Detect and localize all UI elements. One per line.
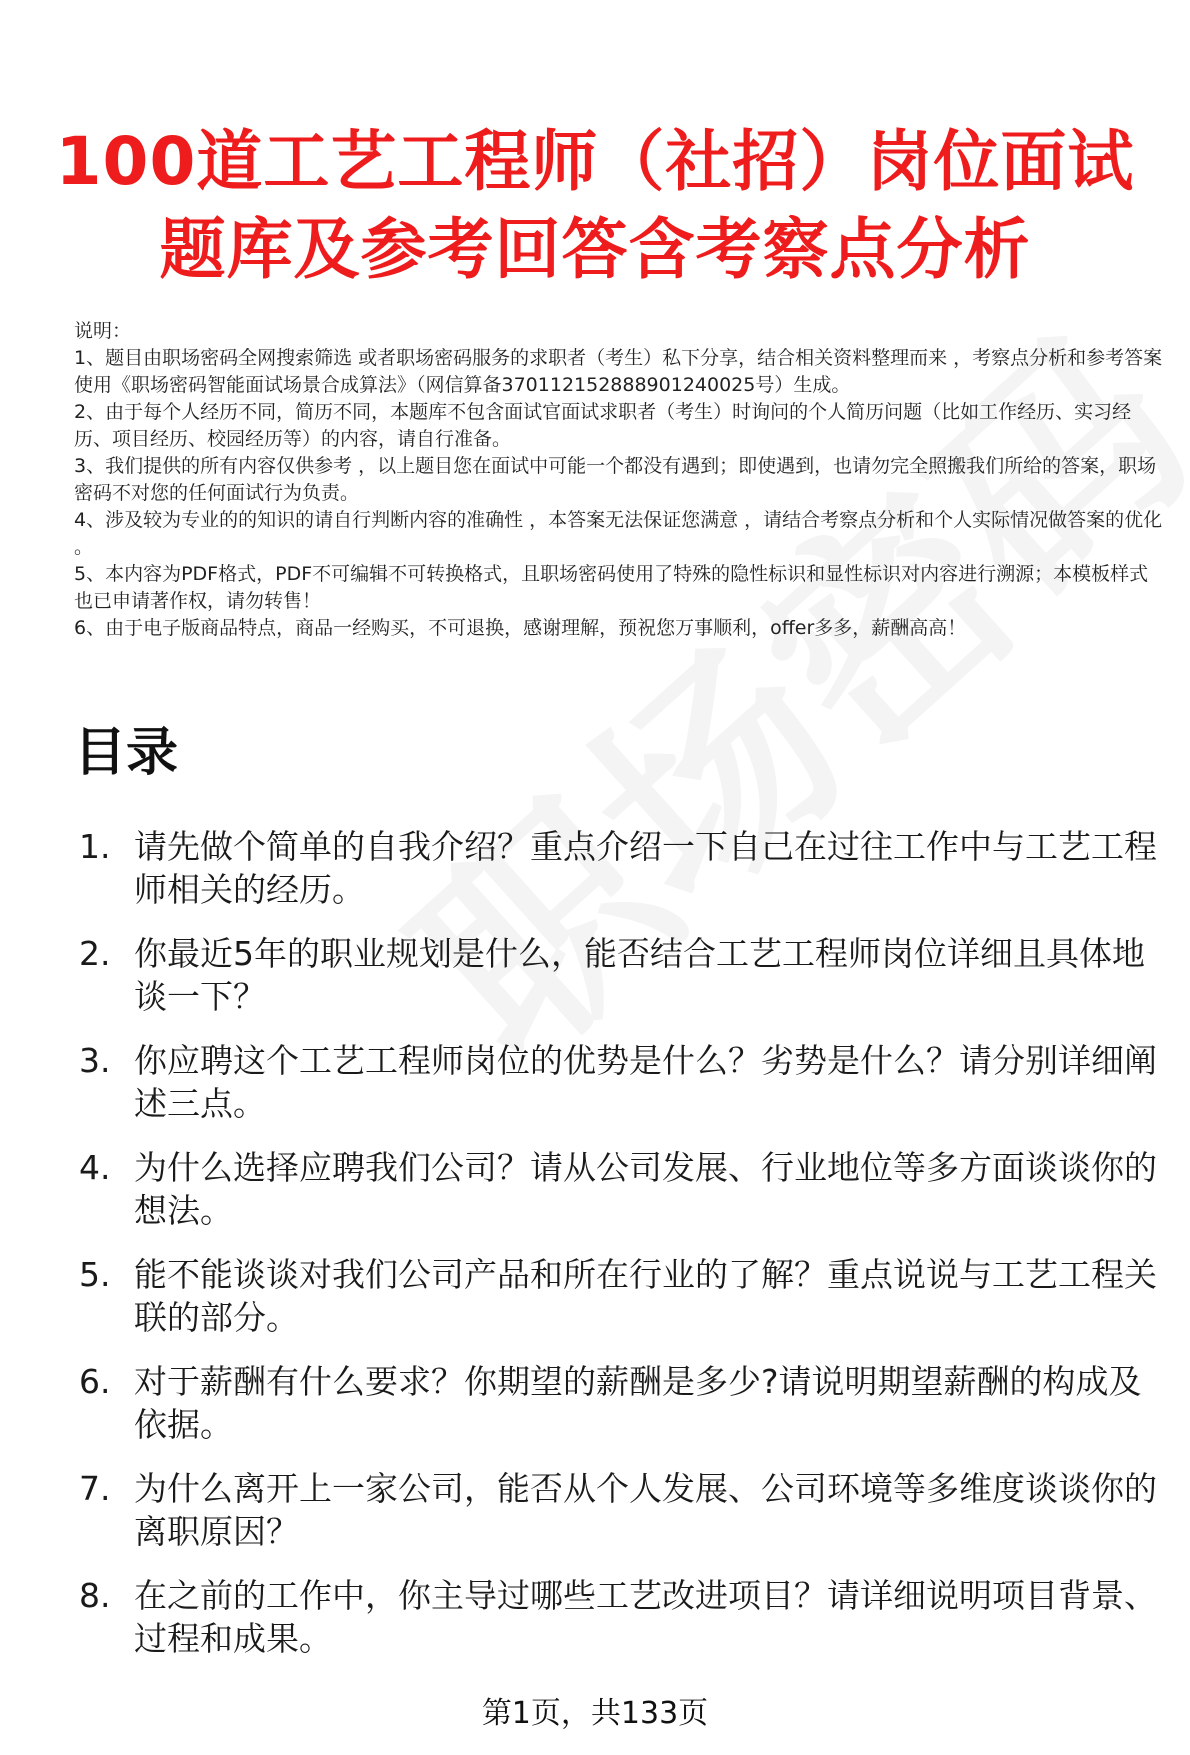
note-item-1: 1、题目由职场密码全网搜索筛选 或者职场密码服务的求职者（考生）私下分享，结合相关资料整理而来 ，考察点分析和参考答案使用《职场密码智能面试场景合成算法》（网信算备370112152888901240025号）生成。	[74, 347, 1163, 396]
toc-item-number: 4.	[79, 1148, 111, 1187]
title-line-1: 100道工艺工程师（社招）岗位面试	[55, 123, 1135, 200]
toc-heading: 目录	[74, 723, 179, 783]
toc-item-number: 1.	[79, 827, 111, 866]
note-item-6: 6、由于电子版商品特点，商品一经购买，不可退换，感谢理解，预祝您万事顺利，offer多多，薪酬高高！	[74, 617, 967, 639]
toc-item-number: 7.	[79, 1469, 111, 1508]
title-line-2: 题库及参考回答含考察点分析	[159, 211, 1031, 288]
toc-item-number: 8.	[79, 1576, 111, 1615]
toc-item[interactable]	[74, 932, 1174, 1018]
toc-item[interactable]	[74, 1360, 1174, 1446]
toc-item-text: 你应聘这个工艺工程师岗位的优势是什么？劣势是什么？请分别详细阐述三点。	[134, 1041, 1157, 1123]
notes-section	[74, 318, 1164, 642]
toc-item[interactable]	[74, 1574, 1174, 1660]
toc-item-text: 在之前的工作中，你主导过哪些工艺改进项目？请详细说明项目背景、过程和成果。	[134, 1576, 1157, 1658]
note-item-2: 2、由于每个人经历不同，简历不同，本题库不包含面试官面试求职者（考生）时询问的个人简历问题（比如工作经历、实习经历、项目经历、校园经历等）的内容，请自行准备。	[74, 401, 1132, 450]
toc-item[interactable]	[74, 825, 1174, 911]
notes-heading: 说明：	[74, 320, 132, 342]
toc-item-number: 3.	[79, 1041, 111, 1080]
toc-item[interactable]	[74, 1253, 1174, 1339]
toc-item-text: 请先做个简单的自我介绍？重点介绍一下自己在过往工作中与工艺工程师相关的经历。	[134, 827, 1157, 909]
toc-item-text: 为什么选择应聘我们公司？请从公司发展、行业地位等多方面谈谈你的想法。	[134, 1148, 1157, 1230]
toc-item[interactable]	[74, 1467, 1174, 1553]
toc-item[interactable]	[74, 1146, 1174, 1232]
page-number-footer: 第1页，共133页	[481, 1696, 709, 1731]
document-title	[40, 118, 1150, 294]
toc-item-text: 对于薪酬有什么要求？你期望的薪酬是多少?请说明期望薪酬的构成及依据。	[134, 1362, 1142, 1444]
toc-list	[74, 825, 1174, 1681]
note-item-5: 5、本内容为PDF格式，PDF不可编辑不可转换格式，且职场密码使用了特殊的隐性标识和显性标识对内容进行溯源；本模板样式也已申请著作权，请勿转售！	[74, 563, 1149, 612]
toc-item-number: 5.	[79, 1255, 111, 1294]
toc-item-text: 为什么离开上一家公司，能否从个人发展、公司环境等多维度谈谈你的离职原因？	[134, 1469, 1157, 1551]
toc-item[interactable]	[74, 1039, 1174, 1125]
note-item-4: 4、涉及较为专业的的知识的请自行判断内容的准确性 ，本答案无法保证您满意 ，请结合考察点分析和个人实际情况做答案的优化 。	[74, 509, 1163, 558]
toc-item-number: 6.	[79, 1362, 111, 1401]
note-item-3: 3、我们提供的所有内容仅供参考 ，以上题目您在面试中可能一个都没有遇到；即使遇到，也请勿完全照搬我们所给的答案，职场密码不对您的任何面试行为负责。	[74, 455, 1157, 504]
toc-item-text: 能不能谈谈对我们公司产品和所在行业的了解？重点说说与工艺工程关联的部分。	[134, 1255, 1157, 1337]
toc-item-number: 2.	[79, 934, 111, 973]
toc-item-text: 你最近5年的职业规划是什么，能否结合工艺工程师岗位详细且具体地谈一下？	[134, 934, 1145, 1016]
